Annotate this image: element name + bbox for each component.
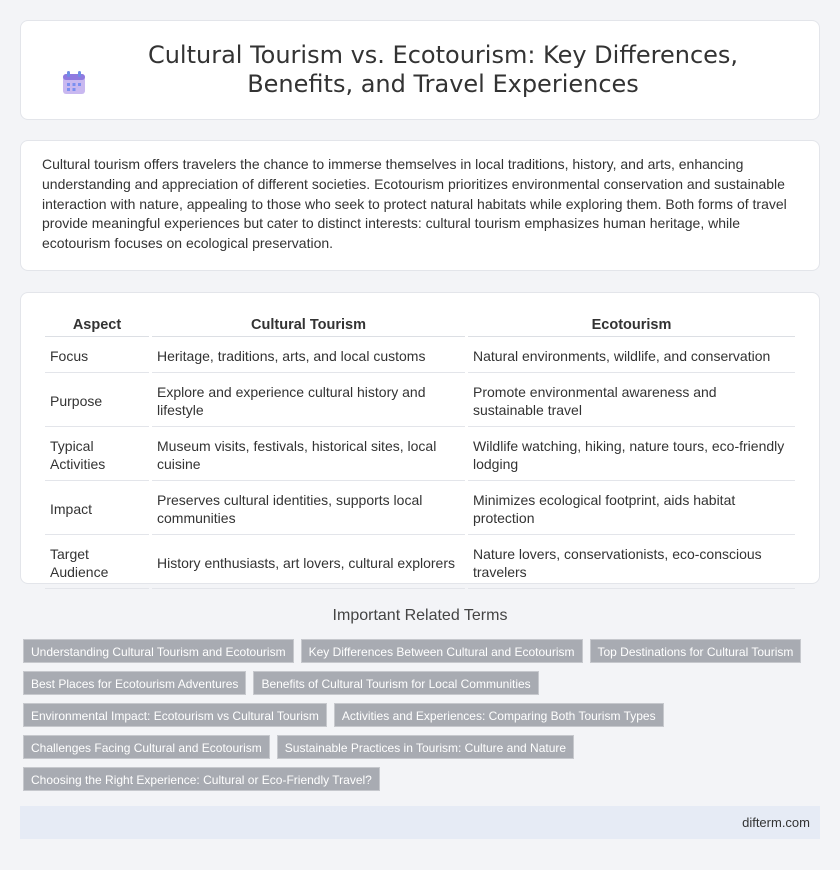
related-term-link[interactable]: Environmental Impact: Ecotourism vs Cultural Tourism	[23, 703, 327, 727]
table-row	[45, 537, 795, 589]
table-cell: Typical Activities	[45, 429, 149, 481]
table-cell: History enthusiasts, art lovers, cultural explorers	[152, 537, 465, 589]
related-term-link[interactable]: Key Differences Between Cultural and Ecotourism	[301, 639, 583, 663]
table-row	[45, 483, 795, 535]
table-cell: Minimizes ecological footprint, aids habitat protection	[468, 483, 795, 535]
related-term-link[interactable]: Best Places for Ecotourism Adventures	[23, 671, 246, 695]
related-term-link[interactable]: Activities and Experiences: Comparing Both Tourism Types	[334, 703, 664, 727]
table-row	[45, 339, 795, 373]
table-cell: Preserves cultural identities, supports local communities	[152, 483, 465, 535]
related-terms-list	[23, 639, 813, 799]
table-cell: Nature lovers, conservationists, eco-conscious travelers	[468, 537, 795, 589]
comparison-section	[20, 292, 820, 584]
column-header-eco: Ecotourism	[468, 313, 795, 337]
table-cell: Purpose	[45, 375, 149, 427]
table-header-row	[45, 313, 795, 337]
related-term-link[interactable]: Choosing the Right Experience: Cultural or Eco-Friendly Travel?	[23, 767, 380, 791]
related-term-link[interactable]: Understanding Cultural Tourism and Ecotourism	[23, 639, 294, 663]
table-cell: Heritage, traditions, arts, and local customs	[152, 339, 465, 373]
comparison-table	[42, 311, 798, 591]
related-terms-heading: Important Related Terms	[332, 607, 508, 624]
page-footer	[20, 806, 820, 839]
intro-section	[20, 140, 820, 271]
table-cell: Promote environmental awareness and sustainable travel	[468, 375, 795, 427]
related-term-link[interactable]: Sustainable Practices in Tourism: Culture and Nature	[277, 735, 574, 759]
column-header-aspect: Aspect	[45, 313, 149, 337]
table-row	[45, 375, 795, 427]
table-row	[45, 429, 795, 481]
table-cell: Museum visits, festivals, historical sites, local cuisine	[152, 429, 465, 481]
related-term-link[interactable]: Top Destinations for Cultural Tourism	[590, 639, 802, 663]
footer-site-link[interactable]: difterm.com	[742, 815, 810, 830]
calendar-icon	[60, 69, 88, 97]
intro-paragraph: Cultural tourism offers travelers the chance to immerse themselves in local traditions, history, and arts, enhancing understanding and appreciation of different societies. Ecotourism prioritizes environmental conservation and sustainable interaction with nature, appealing to those who seek to protect natural habitats while exploring them. Both forms of travel provide meaningful experiences but cater to distinct interests: cultural tourism emphasizes human heritage, while ecotourism focuses on ecological preservation.	[42, 156, 787, 252]
page-title: Cultural Tourism vs. Ecotourism: Key Differences, Benefits, and Travel Experiences	[147, 41, 739, 98]
table-cell: Natural environments, wildlife, and conservation	[468, 339, 795, 373]
column-header-cultural: Cultural Tourism	[152, 313, 465, 337]
table-cell: Target Audience	[45, 537, 149, 589]
table-cell: Explore and experience cultural history and lifestyle	[152, 375, 465, 427]
page-header	[20, 20, 820, 120]
related-term-link[interactable]: Challenges Facing Cultural and Ecotourism	[23, 735, 270, 759]
table-cell: Focus	[45, 339, 149, 373]
table-cell: Wildlife watching, hiking, nature tours, eco-friendly lodging	[468, 429, 795, 481]
table-cell: Impact	[45, 483, 149, 535]
related-term-link[interactable]: Benefits of Cultural Tourism for Local Communities	[253, 671, 538, 695]
